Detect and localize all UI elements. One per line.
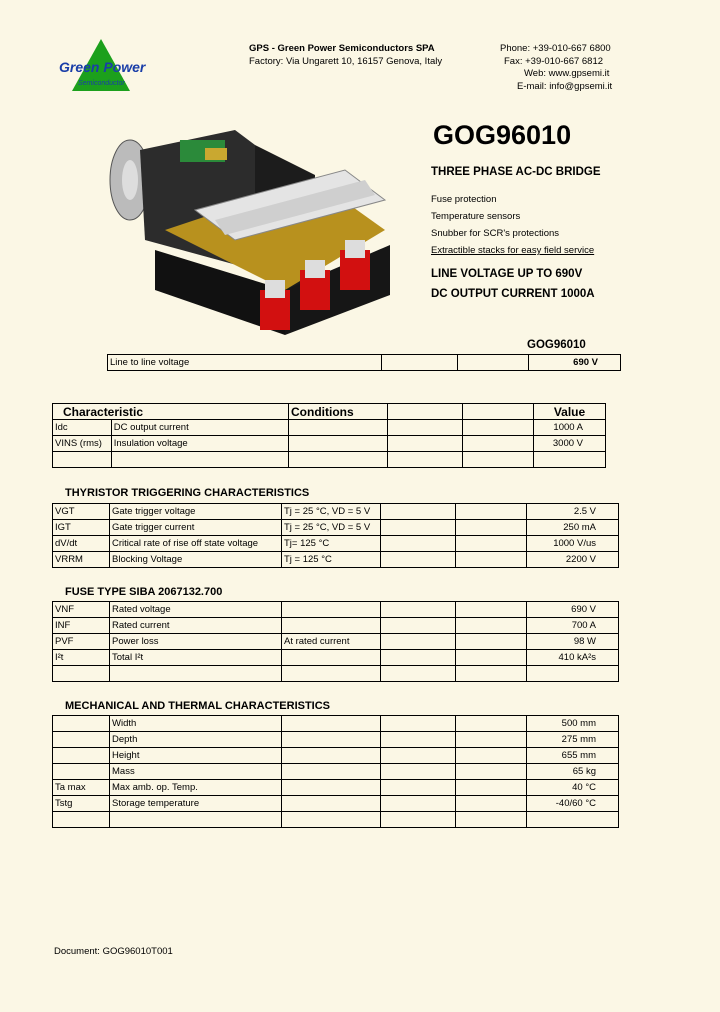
table-row: Ta max Max amb. op. Temp. 40 °C	[53, 780, 619, 796]
table-row: Tstg Storage temperature -40/60 °C	[53, 796, 619, 812]
table-row: dV/dt Critical rate of rise off state voltage Tj= 125 °C 1000 V/us	[53, 536, 619, 552]
summary-value: 690 V	[529, 355, 621, 371]
summary-table	[107, 354, 621, 371]
table-row: I²t Total I²t 410 kA²s	[53, 650, 619, 666]
mechanical-table	[52, 715, 619, 828]
company-phone: Phone: +39-010-667 6800	[500, 43, 611, 54]
company-name: GPS - Green Power Semiconductors SPA	[249, 43, 435, 54]
header-characteristic: Characteristic	[53, 404, 289, 420]
summary-header: GOG96010	[527, 339, 586, 351]
table-row: IGT Gate trigger current Tj = 25 °C, VD = 5 V 250 mA	[53, 520, 619, 536]
table-row: Mass 65 kg	[53, 764, 619, 780]
feature-item: Temperature sensors	[431, 211, 521, 222]
feature-list	[431, 191, 594, 259]
fuse-table	[52, 601, 619, 682]
table-row: Width 500 mm	[53, 716, 619, 732]
table-row	[53, 452, 606, 468]
product-code: GOG96010	[433, 120, 572, 150]
table-row: Height 655 mm	[53, 748, 619, 764]
feature-item: Extractible stacks for easy field service	[431, 245, 595, 256]
table-row: VGT Gate trigger voltage Tj = 25 °C, VD = 5 V 2.5 V	[53, 504, 619, 520]
fuse-section-title: FUSE TYPE SIBA 2067132.700	[65, 586, 223, 598]
dc-output-current: DC OUTPUT CURRENT 1000A	[431, 288, 595, 300]
document-number: Document: GOG96010T001	[54, 946, 173, 957]
company-address: Factory: Via Ungarett 10, 16157 Genova, Italy	[249, 56, 443, 67]
logo-subtitle: Semiconductor	[78, 80, 125, 87]
thyristor-section-title: THYRISTOR TRIGGERING CHARACTERISTICS	[65, 487, 310, 499]
product-type: THREE PHASE AC-DC BRIDGE	[431, 166, 601, 178]
mechanical-section-title: MECHANICAL AND THERMAL CHARACTERISTICS	[65, 700, 331, 712]
characteristic-table	[52, 403, 606, 468]
company-web: Web: www.gpsemi.it	[524, 68, 610, 79]
line-voltage: LINE VOLTAGE UP TO 690V	[431, 268, 583, 280]
company-email: E-mail: info@gpsemi.it	[517, 81, 613, 92]
logo-name: Green Power	[59, 59, 146, 75]
table-row	[53, 666, 619, 682]
table-row: INF Rated current 700 A	[53, 618, 619, 634]
table-row: VNF Rated voltage 690 V	[53, 602, 619, 618]
product-image	[85, 120, 405, 335]
summary-label: Line to line voltage	[108, 355, 382, 371]
table-row: PVF Power loss At rated current 98 W	[53, 634, 619, 650]
feature-item: Snubber for SCR's protections	[431, 228, 560, 239]
table-row	[53, 812, 619, 828]
table-row: Idc DC output current 1000 A	[53, 420, 606, 436]
feature-item: Fuse protection	[431, 194, 497, 205]
thyristor-table	[52, 503, 619, 568]
header-value: Value	[534, 404, 606, 420]
company-fax: Fax: +39-010-667 6812	[504, 56, 604, 67]
table-row: Depth 275 mm	[53, 732, 619, 748]
header-conditions: Conditions	[289, 404, 388, 420]
table-row: VINS (rms) Insulation voltage 3000 V	[53, 436, 606, 452]
table-row: VRRM Blocking Voltage Tj = 125 °C 2200 V	[53, 552, 619, 568]
